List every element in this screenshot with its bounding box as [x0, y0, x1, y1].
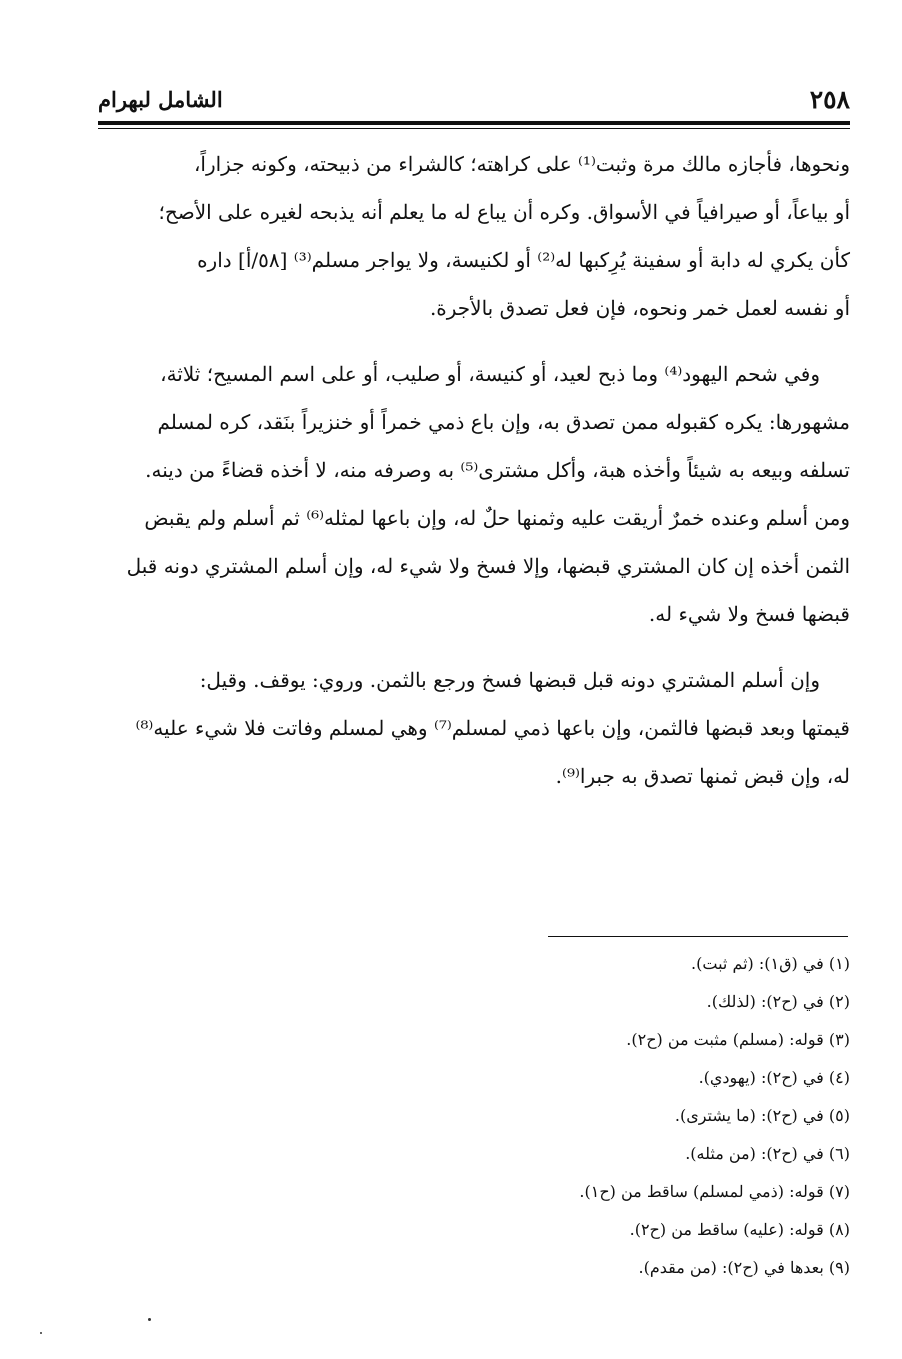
running-title: الشامل لبهرام [98, 86, 223, 112]
main-text [98, 140, 850, 800]
text-line: وإن أسلم المشتري دونه قبل قبضها فسخ ورجع بالثمن. وروي: يوقف. وقيل: [199, 668, 820, 692]
text-line: أو نفسه لعمل خمر ونحوه، فإن فعل تصدق بالأجرة. [429, 296, 850, 320]
page-header [98, 78, 850, 120]
text-line: مشهورها: يكره كقبوله ممن تصدق به، وإن باع ذمي خمراً أو خنزيراً بنَقد، كره لمسلم [157, 410, 850, 434]
footnote: (٦) في (ح٢): (من مثله). [685, 1144, 850, 1163]
footnote: (٩) بعدها في (ح٢): (من مقدم). [638, 1258, 850, 1277]
text-line: ونحوها، فأجازه مالك مرة وثبت⁽¹⁾ على كراهته؛ كالشراء من ذبيحته، وكونه جزاراً، [193, 152, 850, 176]
footnote-separator [548, 936, 848, 937]
header-rule-thin [98, 128, 850, 129]
text-line: الثمن أخذه إن كان المشتري قبضها، وإلا فسخ ولا شيء له، وإن أسلم المشتري دونه قبل [126, 554, 850, 578]
text-line: كأن يكري له دابة أو سفينة يُرِكبها له⁽²⁾ أو لكنيسة، ولا يواجر مسلم⁽³⁾ [٥٨/أ] داره [197, 248, 850, 272]
text-line: وفي شحم اليهود⁽⁴⁾ وما ذبح لعيد، أو كنيسة، أو صليب، أو على اسم المسيح؛ ثلاثة، [160, 362, 820, 386]
footnote: (١) في (ق١): (ثم ثبت). [691, 954, 850, 973]
footnote: (٥) في (ح٢): (ما يشترى). [674, 1106, 850, 1125]
footnote: (٧) قوله: (ذمي لمسلم) ساقط من (ح١). [579, 1182, 850, 1201]
text-line: تسلفه وبيعه به شيئاً وأخذه هبة، وأكل مشترى⁽⁵⁾ به وصرفه منه، لا أخذه قضاءً من دينه. [145, 458, 850, 482]
text-line: أو بياعاً، أو صيرافياً في الأسواق. وكره أن يباع له ما يعلم أنه يذبحه لغيره على الأصح؛ [158, 200, 850, 224]
scan-speck [148, 1318, 151, 1321]
text-line: له، وإن قبض ثمنها تصدق به جبرا⁽⁹⁾. [555, 764, 850, 788]
footnote: (٨) قوله: (عليه) ساقط من (ح٢). [629, 1220, 850, 1239]
text-line: قيمتها وبعد قبضها فالثمن، وإن باعها ذمي لمسلم⁽⁷⁾ وهي لمسلم وفاتت فلا شيء عليه⁽⁸⁾ [135, 716, 850, 740]
scan-speck [40, 1332, 42, 1334]
footnote: (٣) قوله: (مسلم) مثبت من (ح٢). [626, 1030, 850, 1049]
text-line: قبضها فسخ ولا شيء له. [648, 602, 850, 626]
footnote: (٤) في (ح٢): (يهودي). [698, 1068, 850, 1087]
footnote: (٢) في (ح٢): (لذلك). [706, 992, 850, 1011]
page-number: ٢٥٨ [809, 84, 850, 114]
header-rule-thick [98, 121, 850, 125]
footnotes [98, 945, 850, 1287]
text-line: ومن أسلم وعنده خمرٌ أريقت عليه وثمنها حلٌ له، وإن باعها لمثله⁽⁶⁾ ثم أسلم ولم يقبض [144, 506, 850, 530]
